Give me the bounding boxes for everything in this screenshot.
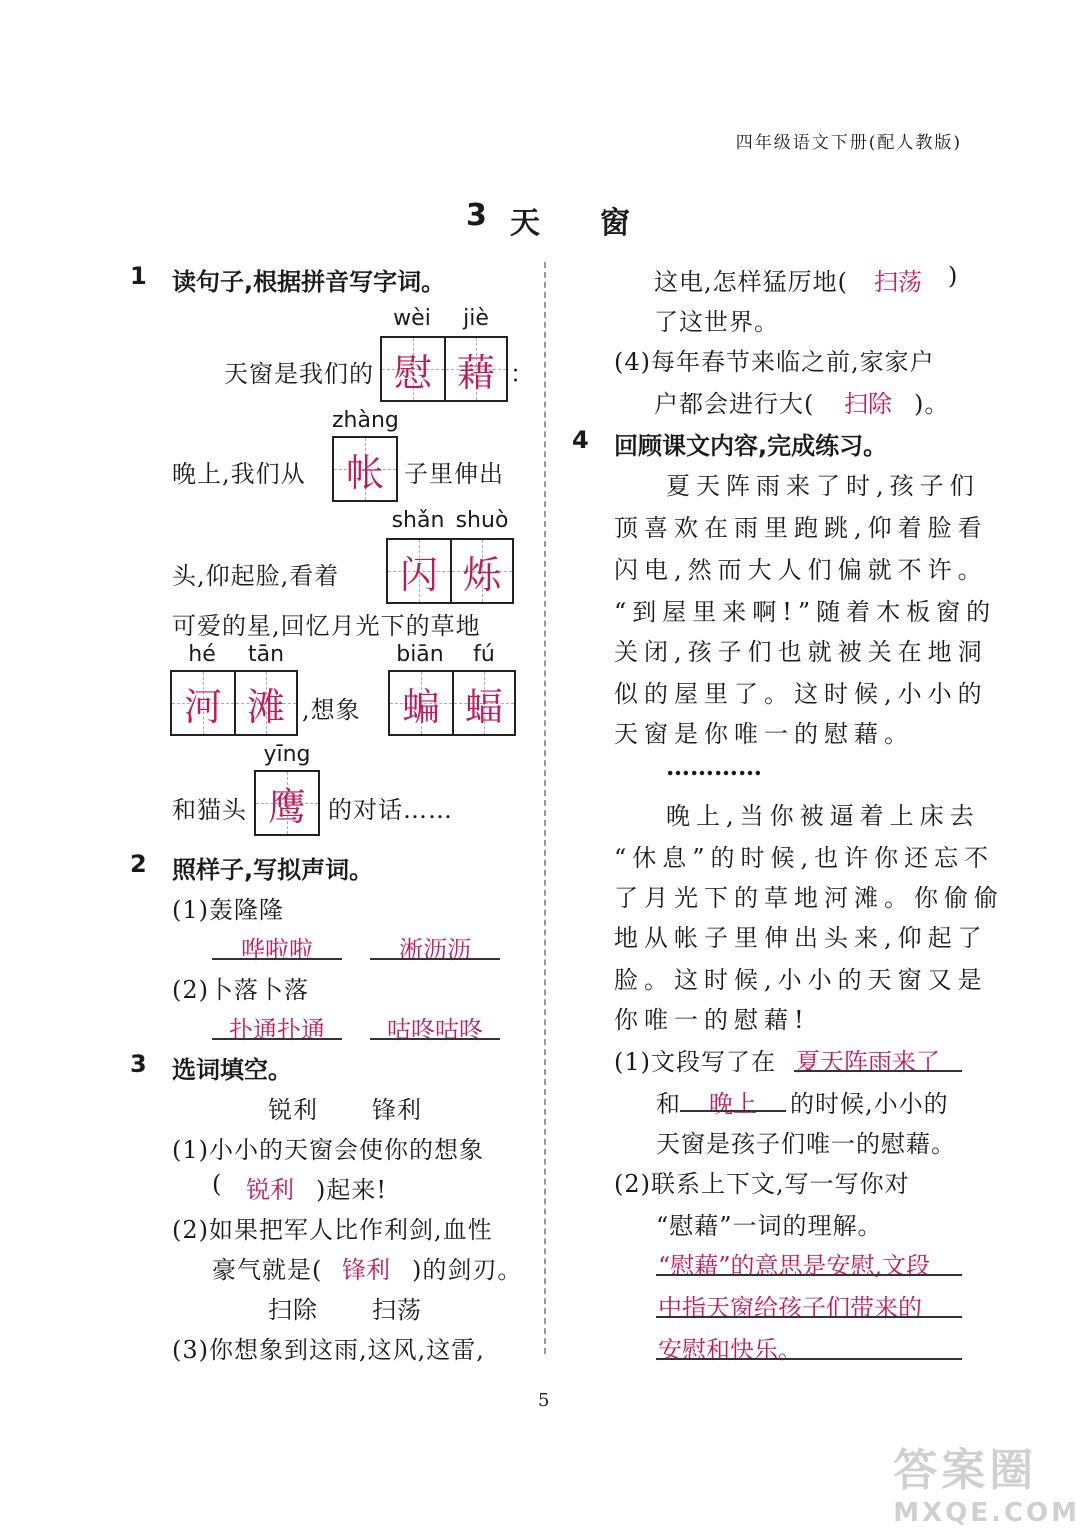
- passage-line: 似的屋里了。这时候,小小的: [614, 680, 988, 708]
- watermark-logo: 答案圈: [893, 1445, 1038, 1496]
- answer-line: [370, 1038, 500, 1040]
- answer-line: [656, 1274, 962, 1276]
- passage-line: 脸。这时候,小小的天窗又是: [614, 966, 988, 994]
- q1-line1-end: ：: [510, 360, 535, 388]
- q4-number: 4: [572, 426, 589, 454]
- q1-line5-mid: ,想象: [302, 696, 361, 724]
- q3-s2-line1: (2)如果把军人比作利剑,血性: [172, 1216, 493, 1244]
- answer-line: [212, 958, 342, 960]
- q3-answer: 扫除: [844, 390, 892, 418]
- q3-s1-close: )起来!: [316, 1176, 388, 1204]
- answer-char: 帐: [345, 450, 384, 495]
- q2-sample1: (1)轰隆隆: [172, 896, 284, 924]
- pinyin: biān: [396, 642, 444, 667]
- q2-answer: 哗啦啦: [241, 936, 313, 964]
- q1-line3-pre: 头,仰起脸,看着: [172, 562, 340, 590]
- passage-line: 闪电,然而大人们偏就不许。: [614, 556, 988, 584]
- passage-line: 关闭,孩子们也就被关在地洞: [614, 638, 988, 666]
- pinyin: fú: [473, 642, 495, 667]
- answer-char: 河: [183, 684, 222, 729]
- lesson-number: 3: [466, 198, 487, 233]
- q3-s2-post: )的剑刃。: [412, 1256, 523, 1284]
- q3-answer: 锐利: [246, 1176, 294, 1204]
- char-cell: [388, 540, 450, 602]
- char-cell: [452, 672, 514, 734]
- q3-word-option: 扫荡: [372, 1296, 422, 1324]
- answer-char: 滩: [246, 684, 285, 729]
- char-grid: [254, 770, 320, 836]
- q3-heading: 选词填空。: [172, 1056, 292, 1084]
- q1-line4: 可爱的星,回忆月光下的草地: [172, 612, 481, 640]
- q3-s1-line1: (1)小小的天窗会使你的想象: [172, 1136, 484, 1164]
- char-grid: [332, 436, 398, 502]
- pinyin: shǎn: [391, 508, 445, 533]
- q3-s3-pre: 这电,怎样猛厉地(: [654, 268, 848, 296]
- char-grid: [386, 538, 514, 604]
- answer-line: [656, 1358, 962, 1360]
- watermark: [893, 1434, 1080, 1528]
- q4-answer: 夏天阵雨来了: [796, 1048, 940, 1076]
- q4-p1-and: 和: [656, 1090, 681, 1118]
- q4-p1-pre: (1)文段写了在: [614, 1048, 776, 1076]
- q3-s2-pre: 豪气就是(: [212, 1256, 323, 1284]
- q3-s1-open: (: [212, 1170, 223, 1198]
- q4-p2-line2: “慰藉”一词的理解。: [656, 1212, 883, 1240]
- passage-line: 顶喜欢在雨里跑跳,仰着脸看: [614, 514, 988, 542]
- lesson-title: 天 窗: [510, 206, 630, 241]
- char-cell: [390, 672, 452, 734]
- q2-heading: 照样子,写拟声词。: [172, 856, 374, 884]
- q4-answer-line: “慰藉”的意思是安慰,文段: [658, 1252, 931, 1280]
- char-cell: [256, 772, 318, 834]
- answer-char: 烁: [462, 552, 501, 597]
- q3-word-option: 扫除: [268, 1296, 318, 1324]
- passage-line: 地从帐子里伸出头来,仰起了: [614, 924, 988, 952]
- q3-s3-line1: (3)你想象到这雨,这风,这雷,: [172, 1336, 485, 1364]
- answer-line: [212, 1038, 342, 1040]
- char-grid: [380, 336, 508, 402]
- pinyin: yīng: [263, 742, 311, 767]
- answer-char: 蝠: [464, 684, 503, 729]
- passage-line: 夏天阵雨来了时,孩子们: [666, 472, 980, 500]
- q1-line2-post: 子里伸出: [404, 460, 504, 488]
- q4-answer: 晚上: [709, 1090, 757, 1118]
- watermark-url: MXQE.COM: [893, 1498, 1080, 1528]
- pinyin: hé: [188, 642, 216, 667]
- q1-line2-pre: 晚上,我们从: [172, 460, 306, 488]
- q3-s4-post: )。: [914, 390, 950, 418]
- book-title: 四年级语文下册(配人教版): [735, 133, 962, 153]
- pinyin: tān: [247, 642, 285, 667]
- q2-sample2: (2)卜落卜落: [172, 976, 309, 1004]
- q3-word-option: 锋利: [372, 1096, 422, 1124]
- passage-line: “到屋里来啊!”随着木板窗的: [614, 598, 997, 626]
- pinyin: zhàng: [332, 408, 399, 433]
- pinyin: shuò: [455, 508, 509, 533]
- char-grid: [170, 670, 298, 736]
- q2-answer: 咕咚咕咚: [387, 1016, 483, 1044]
- q2-number: 2: [130, 850, 147, 878]
- char-grid: [388, 670, 516, 736]
- passage-line: “休息”的时候,也许你还忘不: [614, 844, 995, 872]
- q3-s4-pre: 户都会进行大(: [654, 390, 815, 418]
- char-cell: [172, 672, 234, 734]
- answer-line: [794, 1070, 962, 1072]
- q1-heading: 读句子,根据拼音写字词。: [172, 268, 446, 296]
- answer-char: 藉: [456, 350, 495, 395]
- q3-s4-line1: (4)每年春节来临之前,家家户: [614, 348, 935, 376]
- answer-char: 闪: [399, 552, 438, 597]
- answer-char: 慰: [393, 350, 432, 395]
- char-cell: [450, 540, 512, 602]
- pinyin: jiè: [463, 306, 489, 331]
- char-cell: [234, 672, 296, 734]
- passage-line: 晚上,当你被逼着上床去: [666, 802, 980, 830]
- q4-answer-line: 中指天窗给孩子们带来的: [658, 1294, 922, 1322]
- q2-answer: 淅沥沥: [399, 936, 471, 964]
- char-cell: [444, 338, 506, 400]
- q3-s3-line3: 了这世界。: [654, 308, 779, 336]
- q3-answer: 锋利: [342, 1256, 390, 1284]
- char-cell: [382, 338, 444, 400]
- page-number: 5: [538, 1390, 550, 1411]
- answer-line: [370, 958, 500, 960]
- q4-heading: 回顾课文内容,完成练习。: [614, 432, 888, 460]
- pinyin: wèi: [393, 306, 431, 331]
- q1-line6-post: 的对话……: [328, 796, 453, 824]
- passage-line: 你唯一的慰藉!: [614, 1006, 810, 1034]
- q4-p1-post: 的时候,小小的: [790, 1090, 949, 1118]
- answer-char: 鹰: [267, 784, 306, 829]
- q1-number: 1: [130, 262, 147, 290]
- q3-answer: 扫荡: [874, 268, 922, 296]
- q3-number: 3: [130, 1050, 147, 1078]
- answer-char: 蝙: [401, 684, 440, 729]
- q2-answer: 扑通扑通: [229, 1016, 325, 1044]
- q4-p2-line1: (2)联系上下文,写一写你对: [614, 1170, 910, 1198]
- q3-word-option: 锐利: [268, 1096, 318, 1124]
- answer-line: [680, 1110, 786, 1112]
- column-divider: [544, 262, 546, 1354]
- passage-line: 天窗是你唯一的慰藉。: [614, 720, 914, 748]
- q1-line6-pre: 和猫头: [172, 796, 247, 824]
- q1-line1-text: 天窗是我们的: [224, 360, 374, 388]
- answer-line: [656, 1316, 962, 1318]
- q3-s3-post: ): [948, 262, 959, 290]
- passage-line: 了月光下的草地河滩。你偷偷: [614, 884, 1004, 912]
- q4-answer-line: 安慰和快乐。: [658, 1336, 802, 1364]
- ellipsis: …………: [666, 752, 762, 781]
- q4-p1-line3: 天窗是孩子们唯一的慰藉。: [656, 1130, 956, 1158]
- char-cell: [334, 438, 396, 500]
